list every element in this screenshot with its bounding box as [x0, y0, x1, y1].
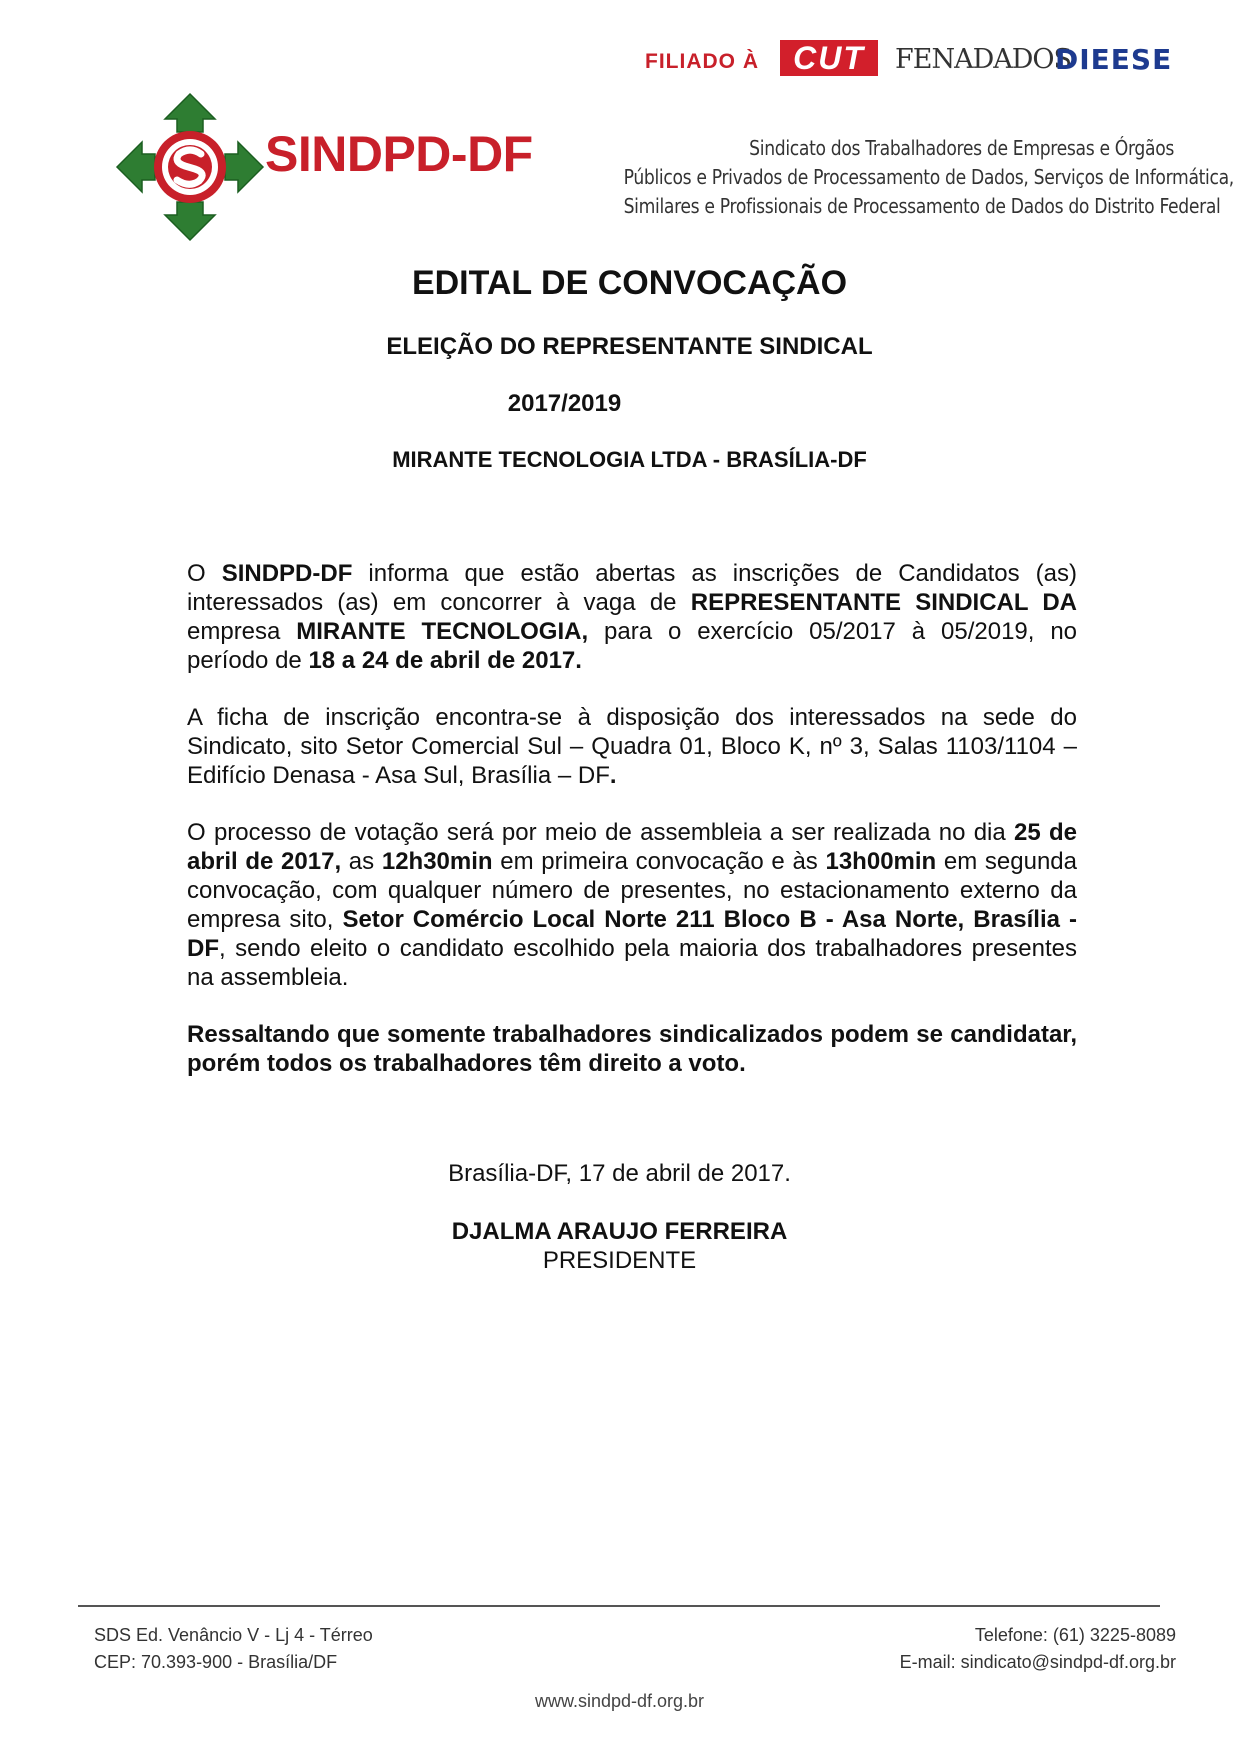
union-description-line: Similares e Profissionais de Processamento de Dados do Distrito Federal [623, 194, 1221, 218]
bold-run: Setor Comércio Local Norte 211 Bloco B - Asa Norte, Brasília - DF [187, 906, 1077, 962]
cut-logo: CUT [780, 40, 878, 76]
bold-run: 13h00min [825, 848, 937, 875]
bold-run: . [609, 762, 617, 789]
affiliation-label: FILIADO À [645, 50, 759, 73]
notice-body [187, 559, 1077, 1106]
text-run: O [187, 560, 222, 587]
fenadados-logo: FENADADOS [895, 44, 1071, 75]
text-run: empresa [187, 618, 297, 645]
website-link[interactable]: www.sindpd-df.org.br [534, 1691, 705, 1711]
footer-address [94, 1622, 373, 1676]
bold-run: Ressaltando que somente trabalhadores sindicalizados podem se candidatar, porém todos os trabalhadores têm direito a voto. [187, 1021, 1077, 1077]
paragraph-eligibility [187, 1020, 1077, 1078]
document-title: EDITAL DE CONVOCAÇÃO [411, 264, 848, 302]
bold-run: SINDPD-DF [221, 560, 353, 587]
signature-date: Brasília-DF, 17 de abril de 2017. [448, 1160, 791, 1187]
text-run: O processo de votação será por meio de assembleia a ser realizada no dia [187, 819, 1015, 846]
text-run: as [341, 848, 382, 875]
dieese-logo: DIEESE [1055, 43, 1173, 76]
email-address[interactable]: E-mail: sindicato@sindpd-df.org.br [899, 1652, 1176, 1672]
address-line: SDS Ed. Venâncio V - Lj 4 - Térreo [94, 1625, 373, 1645]
paragraph-registration [187, 559, 1077, 675]
sindpd-emblem-icon [115, 92, 265, 242]
address-line: CEP: 70.393-900 - Brasília/DF [94, 1652, 338, 1672]
text-run: para o exercício 05/2017 à 05/2019, no período de [187, 618, 1078, 674]
document-subtitle: ELEIÇÃO DO REPRESENTANTE SINDICAL [386, 333, 873, 360]
text-run: em primeira convocação e às [492, 848, 826, 875]
term-period: 2017/2019 [507, 390, 622, 417]
signatory-role: PRESIDENTE [542, 1247, 697, 1274]
union-description [623, 134, 1234, 221]
paragraph-form-location [187, 703, 1077, 790]
company-name: MIRANTE TECNOLOGIA LTDA - BRASÍLIA-DF [392, 447, 867, 472]
text-run: informa que estão abertas as inscrições de Candidatos (as) interessados (as) em concorrer à vaga de [187, 560, 1077, 616]
paragraph-voting [187, 818, 1077, 992]
signatory-name: DJALMA ARAUJO FERREIRA [451, 1218, 788, 1245]
bold-run: 18 a 24 de abril de 2017. [308, 647, 582, 674]
bold-run: 25 de abril de 2017, [187, 819, 1077, 875]
footer-divider [78, 1605, 1160, 1607]
text-run: A ficha de inscrição encontra-se à disposição dos interessados na sede do Sindicato, sito Setor Comercial Sul – Quadra 01, Bloco K, nº 3, Salas 1103/1104 – Edifício Denasa - Asa Sul, Brasília – DF [187, 704, 1077, 789]
union-description-line: Públicos e Privados de Processamento de Dados, Serviços de Informática, [623, 165, 1234, 189]
signature-block [0, 1160, 1239, 1275]
brand-name: SINDPD-DF [265, 126, 533, 182]
bold-run: 12h30min [381, 848, 493, 875]
bold-run: MIRANTE TECNOLOGIA, [296, 618, 589, 645]
union-description-line: Sindicato dos Trabalhadores de Empresas e Órgãos [749, 136, 1174, 160]
footer-contact [900, 1622, 1176, 1676]
text-run: em segunda convocação, com qualquer número de presentes, no estacionamento externo da empresa sito, [187, 848, 1077, 933]
affiliation-bar [640, 40, 1200, 80]
phone-number: Telefone: (61) 3225-8089 [974, 1625, 1176, 1645]
text-run: , sendo eleito o candidato escolhido pela maioria dos trabalhadores presentes na assembleia. [187, 935, 1077, 991]
bold-run: REPRESENTANTE SINDICAL DA [690, 589, 1077, 616]
